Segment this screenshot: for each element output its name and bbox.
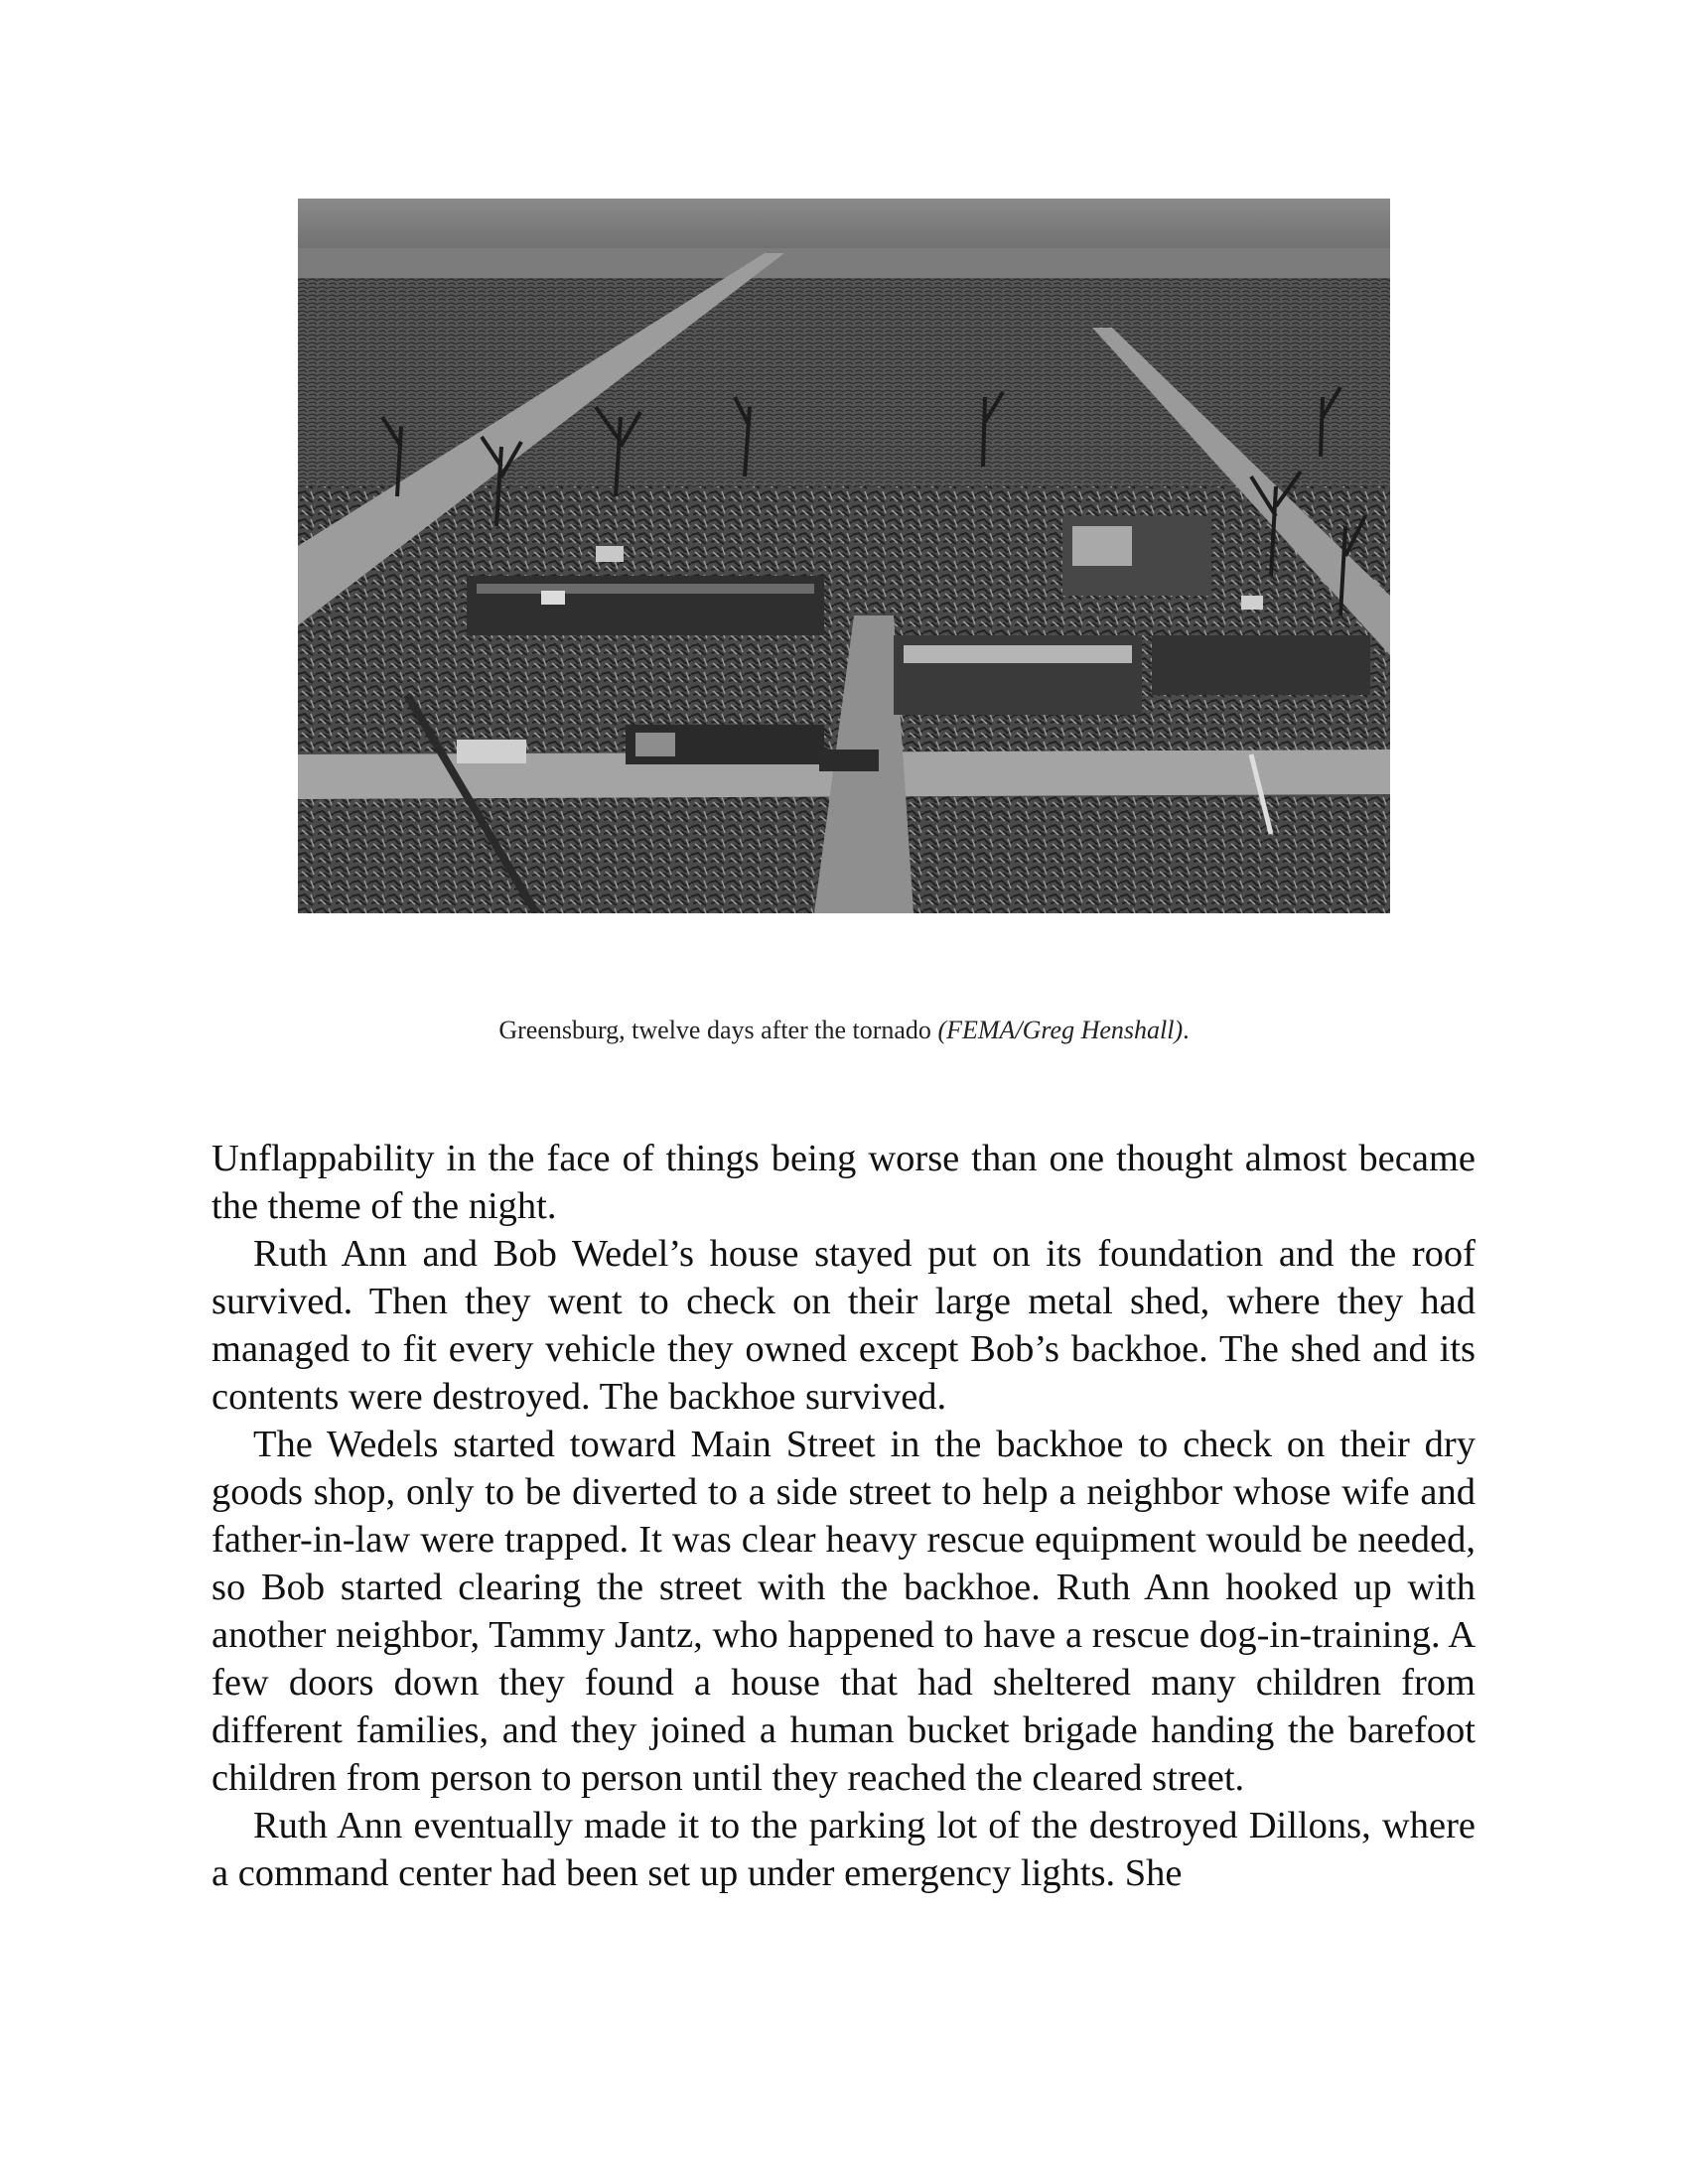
caption-credit: (FEMA/Greg Henshall) [937, 1016, 1184, 1044]
paragraph: Unflappability in the face of things being worse than one thought almost became the theme of the night. [211, 1138, 1476, 1227]
figure-caption [0, 1016, 1688, 1045]
paragraph: Ruth Ann eventually made it to the parking lot of the destroyed Dillons, where a command center had been set up under emergency lights. She [211, 1805, 1476, 1894]
paragraph: The Wedels started toward Main Street in the backhoe to check on their dry goods shop, only to be diverted to a side street to help a neighbor whose wife and father-in-law were trapped. It was clear heavy rescue equipment would be needed, so Bob started clearing the street with the backhoe. Ruth Ann hooked up with another neighbor, Tammy Jantz, who happened to have a rescue dog-in-training. A few doors down they found a house that had sheltered many children from different families, and they joined a human bucket brigade handing the barefoot children from person to person until they reached the cleared street. [211, 1424, 1476, 1799]
tornado-aftermath-photo [298, 199, 1390, 913]
paragraph: Ruth Ann and Bob Wedel’s house stayed put on its foundation and the roof survived. Then they went to check on their large metal shed, where they had managed to fit every vehicle they owned except Bob’s backhoe. The shed and its contents were destroyed. The backhoe survived. [211, 1233, 1476, 1418]
caption-end: . [1183, 1016, 1190, 1044]
body-text [211, 1135, 1476, 1897]
caption-text: Greensburg, twelve days after the tornado [498, 1016, 938, 1044]
